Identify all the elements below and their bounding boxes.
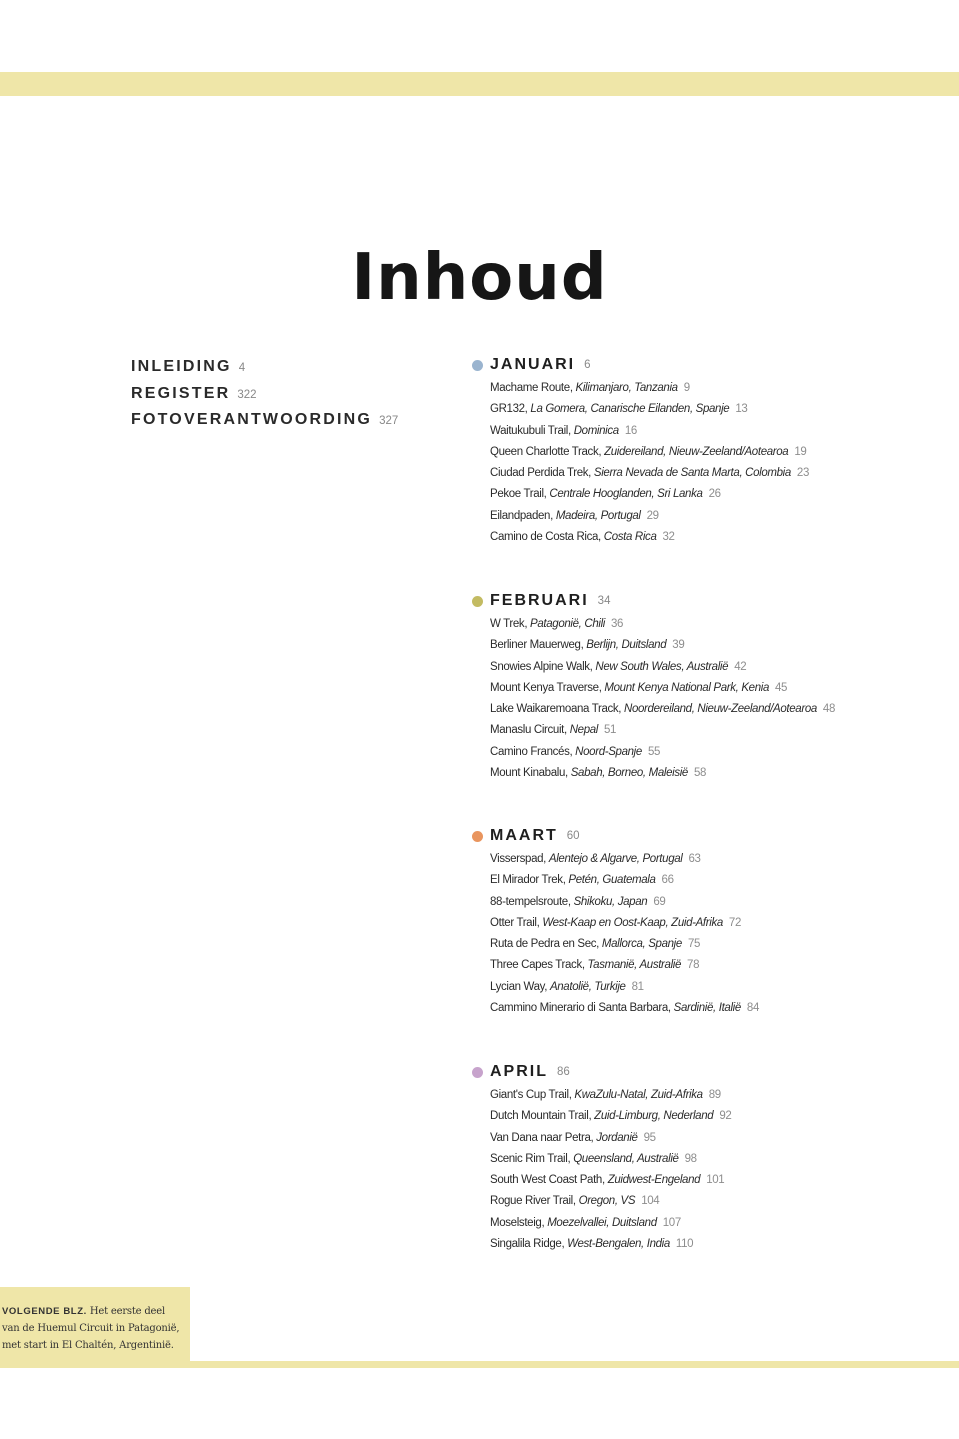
trail-entry[interactable] [490, 506, 942, 527]
trail-entry[interactable] [490, 998, 942, 1019]
trail-location: Dominica [573, 424, 619, 437]
month-page: 6 [584, 359, 591, 371]
trail-entry[interactable] [490, 870, 942, 891]
month-page: 60 [566, 830, 580, 842]
trail-location: KwaZulu-Natal, Zuid-Afrika [574, 1089, 703, 1101]
trail-name: Scenic Rim Trail, [490, 1152, 571, 1165]
caption-line-3: met start in El Chaltén, Argentinië. [2, 1340, 174, 1351]
trail-location: Petén, Guatemala [568, 874, 656, 887]
trail-location: Kilimanjaro, Tanzania [575, 382, 678, 394]
trail-location: Zuid-Limburg, Nederland [594, 1110, 714, 1123]
trail-location: West-Kaap en Oost-Kaap, Zuid-Afrika [542, 916, 723, 929]
trail-page: 95 [643, 1131, 656, 1144]
trail-page: 39 [672, 639, 685, 652]
month-heading[interactable] [472, 590, 942, 612]
trail-name: South West Coast Path, [490, 1174, 605, 1187]
trail-location: West-Bengalen, India [567, 1238, 670, 1251]
trail-entry[interactable] [490, 849, 942, 870]
trail-name: Otter Trail, [490, 916, 540, 929]
trail-page: 81 [631, 980, 644, 993]
trail-location: Noord-Spanje [575, 745, 642, 758]
trail-page: 48 [822, 703, 836, 716]
trail-name: Rogue River Trail, [490, 1195, 576, 1208]
trail-name: Snowies Alpine Walk, [490, 660, 593, 673]
toc-item-page: 327 [379, 415, 399, 427]
caption-line-2: van de Huemul Circuit in Patagonië, [2, 1323, 180, 1334]
trail-name: Moselsteig, [490, 1216, 545, 1229]
caption-label: VOLGENDE BLZ. [2, 1306, 87, 1317]
front-matter-list [131, 354, 398, 434]
trail-page: 32 [662, 531, 675, 544]
trail-name: Ciudad Perdida Trek, [490, 467, 592, 480]
trail-name: Queen Charlotte Track, [490, 445, 602, 458]
trail-page: 19 [794, 445, 807, 458]
trail-location: Alentejo & Algarve, Portugal [548, 853, 683, 865]
trail-name: Mount Kinabalu, [490, 767, 568, 780]
trail-entry[interactable] [490, 635, 942, 656]
trail-entry[interactable] [490, 977, 942, 998]
trail-page: 84 [746, 1002, 760, 1015]
trail-name: Pekoe Trail, [490, 488, 547, 501]
trail-name: Three Capes Track, [490, 959, 585, 972]
toc-item-label: INLEIDING [131, 358, 232, 375]
trail-entry[interactable] [490, 484, 942, 505]
trail-location: Patagonië, Chili [530, 618, 605, 630]
trail-entry[interactable] [490, 614, 942, 635]
trail-entry[interactable] [490, 1128, 942, 1149]
trail-location: La Gomera, Canarische Eilanden, Spanje [530, 403, 730, 416]
trail-list [490, 849, 942, 1019]
month-page: 34 [597, 595, 611, 607]
toc-item-inleiding[interactable] [131, 354, 398, 381]
trail-page: 107 [662, 1216, 681, 1229]
trail-location: Zuidereiland, Nieuw-Zeeland/Aotearoa [604, 445, 789, 458]
trail-entry[interactable] [490, 1213, 942, 1234]
trail-location: Tasmanië, Australië [587, 959, 682, 972]
trail-entry[interactable] [490, 699, 942, 720]
trail-name: Lycian Way, [490, 980, 548, 993]
trail-name: Mount Kenya Traverse, [490, 681, 602, 694]
toc-item-page: 4 [238, 362, 246, 374]
trail-entry[interactable] [490, 1149, 942, 1170]
trail-entry[interactable] [490, 399, 942, 420]
trail-page: 51 [604, 724, 617, 737]
toc-item-page: 322 [237, 388, 257, 401]
trail-entry[interactable] [490, 742, 942, 763]
trail-entry[interactable] [490, 763, 942, 784]
trail-name: Van Dana naar Petra, [490, 1131, 594, 1144]
trail-page: 9 [683, 382, 690, 394]
trail-name: Giant's Cup Trail, [490, 1089, 572, 1101]
toc-item-label: REGISTER [131, 384, 231, 402]
trail-entry[interactable] [490, 1106, 942, 1127]
trail-page: 92 [719, 1110, 732, 1123]
trail-entry[interactable] [490, 1085, 942, 1106]
trail-location: Costa Rica [603, 531, 657, 544]
trail-name: El Mirador Trek, [490, 874, 566, 887]
trail-name: Machame Route, [490, 382, 573, 394]
trail-location: Mallorca, Spanje [601, 938, 682, 951]
trail-list [490, 614, 942, 784]
trail-page: 36 [610, 618, 624, 630]
bullet-dot-icon [472, 360, 483, 371]
trail-location: Moezelvallei, Duitsland [547, 1216, 657, 1229]
trail-location: Sierra Nevada de Santa Marta, Colombia [593, 467, 791, 480]
trail-entry[interactable] [490, 1191, 942, 1212]
month-section-februari [472, 590, 942, 784]
trail-location: Centrale Hooglanden, Sri Lanka [549, 488, 703, 501]
trail-name: Berliner Mauerweg, [490, 639, 584, 652]
trail-entry[interactable] [490, 463, 942, 484]
trail-name: Manaslu Circuit, [490, 724, 567, 737]
caption-line-1: Het eerste deel [89, 1306, 165, 1317]
toc-item-register[interactable] [131, 381, 398, 408]
trail-page: 98 [684, 1152, 697, 1165]
month-name: APRIL [490, 1063, 548, 1080]
caption-box [0, 1287, 190, 1361]
trail-location: Madeira, Portugal [555, 509, 641, 522]
month-section-maart [472, 825, 942, 1019]
month-section-april [472, 1061, 942, 1255]
trail-entry[interactable] [490, 527, 942, 548]
trail-page: 78 [687, 959, 700, 972]
trail-name: 88-tempelsroute, [490, 895, 571, 908]
trail-page: 29 [646, 509, 659, 522]
trail-entry[interactable] [490, 378, 942, 399]
trail-page: 16 [624, 424, 637, 437]
month-page: 86 [557, 1066, 570, 1078]
trail-name: Waitukubuli Trail, [490, 424, 571, 437]
trail-entry[interactable] [490, 657, 942, 678]
trail-page: 45 [775, 681, 788, 694]
trail-location: Oregon, VS [578, 1195, 636, 1208]
month-heading[interactable] [472, 825, 942, 847]
trail-name: Ruta de Pedra en Sec, [490, 938, 600, 951]
trail-entry[interactable] [490, 1234, 942, 1255]
trail-page: 13 [735, 403, 748, 416]
trail-page: 75 [687, 938, 701, 951]
trail-page: 110 [675, 1238, 694, 1251]
trail-page: 23 [796, 467, 810, 480]
month-name: FEBRUARI [490, 592, 589, 609]
trail-page: 66 [661, 874, 674, 887]
trail-list [490, 378, 942, 548]
trail-page: 69 [653, 895, 666, 908]
trail-location: Nepal [569, 724, 599, 737]
month-name: MAART [490, 827, 558, 844]
trail-location: Berlijn, Duitsland [586, 639, 667, 652]
trail-page: 26 [708, 488, 721, 501]
month-heading[interactable] [472, 354, 942, 376]
trail-name: Cammino Minerario di Santa Barbara, [490, 1002, 671, 1015]
month-name: JANUARI [490, 356, 576, 373]
bottom-color-band [0, 1361, 959, 1368]
trail-location: Jordanië [596, 1131, 638, 1144]
trail-name: Visserspad, [490, 853, 547, 865]
trail-entry[interactable] [490, 678, 942, 699]
trail-location: Queensland, Australië [573, 1152, 679, 1165]
trail-name: Camino de Costa Rica, [490, 531, 601, 544]
trail-location: Anatolië, Turkije [549, 980, 626, 993]
trail-location: Noordereiland, Nieuw-Zeeland/Aotearoa [624, 703, 817, 716]
trail-location: Sardinië, Italië [673, 1002, 741, 1015]
trail-list [490, 1085, 942, 1255]
toc-item-fotoverantwoording[interactable] [131, 407, 398, 434]
trail-entry[interactable] [490, 955, 942, 976]
bullet-dot-icon [472, 596, 483, 607]
trail-page: 58 [693, 767, 707, 780]
trail-name: W Trek, [490, 618, 528, 630]
month-section-januari [472, 354, 942, 548]
toc-item-label: FOTOVERANTWOORDING [131, 411, 373, 428]
trail-entry[interactable] [490, 913, 942, 934]
trail-page: 42 [734, 660, 747, 673]
trail-entry[interactable] [490, 442, 942, 463]
trail-name: Singalila Ridge, [490, 1238, 565, 1251]
trail-name: GR132, [490, 403, 528, 416]
trail-page: 101 [706, 1174, 725, 1187]
trail-name: Lake Waikaremoana Track, [490, 703, 622, 716]
trail-page: 72 [728, 916, 742, 929]
trail-entry[interactable] [490, 892, 942, 913]
page-title: Inhoud [351, 240, 608, 315]
trail-entry[interactable] [490, 421, 942, 442]
bullet-dot-icon [472, 1067, 483, 1078]
trail-entry[interactable] [490, 1170, 942, 1191]
trail-entry[interactable] [490, 934, 942, 955]
trail-location: Mount Kenya National Park, Kenia [604, 681, 770, 694]
top-color-band [0, 72, 959, 96]
trail-page: 89 [708, 1089, 721, 1101]
trail-page: 104 [641, 1195, 660, 1208]
bullet-dot-icon [472, 831, 483, 842]
trail-location: Zuidwest-Engeland [607, 1174, 701, 1187]
trail-name: Eilandpaden, [490, 509, 553, 522]
trail-location: Shikoku, Japan [573, 895, 648, 908]
month-heading[interactable] [472, 1061, 942, 1083]
trail-name: Dutch Mountain Trail, [490, 1110, 592, 1123]
trail-name: Camino Francés, [490, 745, 573, 758]
trail-page: 63 [688, 853, 701, 865]
trail-location: Sabah, Borneo, Maleisië [570, 767, 688, 780]
trail-location: New South Wales, Australië [595, 660, 729, 673]
trail-entry[interactable] [490, 720, 942, 741]
caption-text [2, 1303, 188, 1354]
trail-page: 55 [647, 745, 661, 758]
